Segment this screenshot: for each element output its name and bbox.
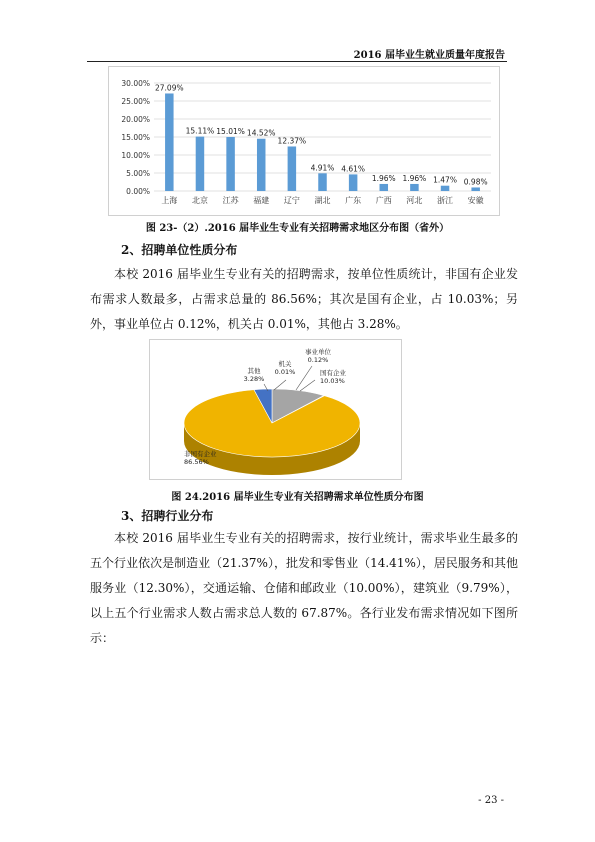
category-label: 北京 [191, 196, 208, 205]
pie-label-name: 国有企业 [320, 369, 346, 377]
pie-label-value: 86.56% [184, 458, 209, 466]
category-label: 上海 [161, 196, 178, 205]
bar-data-label: 4.61% [341, 164, 366, 174]
report-header-title: 2016 届毕业生就业质量年度报告 [353, 50, 505, 61]
header-rule [87, 61, 507, 62]
category-label: 广西 [375, 196, 392, 205]
category-label: 广东 [345, 196, 362, 205]
bar-data-label: 1.96% [402, 173, 427, 183]
leader-line [300, 380, 315, 391]
category-label: 辽宁 [283, 196, 300, 205]
pie-label-name: 其他 [247, 367, 261, 375]
pie-label-value: 0.12% [307, 356, 329, 364]
bar-data-label: 14.52% [246, 128, 276, 138]
bar-data-label: 1.96% [371, 173, 396, 183]
bar [380, 184, 389, 191]
regional-demand-bar-chart [108, 66, 500, 216]
bar-data-label: 1.47% [433, 175, 457, 185]
bar [257, 139, 266, 191]
bar-data-label: 27.09% [155, 83, 184, 93]
page-number: - 23 - [478, 795, 504, 806]
category-label: 安徽 [467, 196, 484, 205]
figure-24-caption: 图 24.2016 届毕业生专业有关招聘需求单位性质分布图 [171, 492, 424, 503]
section-2-paragraph: 本校 2016 届毕业生专业有关的招聘需求，按单位性质统计，非国有企业发布需求人数最多，占需求总量的 86.56%；其次是国有企业，占 10.03%；另外，事业单位占 0.12%，机关占 0.01%，其他占 3.28%。 [90, 267, 518, 331]
bar-chart-svg [109, 67, 499, 215]
bar [349, 174, 358, 191]
pie-label-name: 非国有企业 [184, 450, 217, 458]
y-tick-label: 10.00% [121, 151, 150, 160]
pie-label-value: 10.03% [320, 377, 345, 385]
pie-chart-svg [150, 340, 401, 479]
y-tick-label: 30.00% [121, 79, 150, 88]
y-tick-label: 20.00% [121, 115, 150, 124]
bar [441, 186, 450, 191]
bar-data-label: 4.91% [310, 163, 335, 173]
pie-label-name: 事业单位 [305, 348, 331, 356]
bar [226, 137, 235, 191]
bar [471, 187, 480, 191]
section-3-heading: 3、招聘行业分布 [121, 509, 214, 523]
category-label: 浙江 [437, 196, 454, 205]
category-label: 湖北 [314, 196, 331, 205]
bar-data-label: 15.01% [216, 126, 245, 136]
y-tick-label: 15.00% [121, 133, 150, 142]
category-label: 福建 [253, 196, 270, 205]
pie-label-value: 3.28% [243, 375, 265, 383]
bar [318, 173, 327, 191]
category-label: 河北 [406, 196, 423, 205]
bar [165, 93, 174, 191]
leader-line [274, 380, 286, 390]
y-tick-label: 0.00% [126, 187, 150, 196]
leader-line [296, 366, 312, 390]
category-label: 江苏 [222, 196, 239, 205]
bar [196, 137, 205, 191]
figure-23-caption: 图 23-（2）.2016 届毕业生专业有关招聘需求地区分布图（省外） [145, 223, 450, 234]
y-tick-label: 25.00% [121, 97, 150, 106]
section-2-heading: 2、招聘单位性质分布 [121, 243, 238, 257]
bar [288, 146, 297, 191]
pie-label-name: 机关 [278, 360, 292, 368]
bar-data-label: 15.11% [185, 126, 215, 136]
bar-data-label: 12.37% [277, 136, 307, 146]
section-3-paragraph: 本校 2016 届毕业生专业有关的招聘需求，按行业统计，需求毕业生最多的五个行业依次是制造业（21.37%），批发和零售业（14.41%），居民服务和其他服务业（12.30%），交通运输、仓储和邮政业（10.00%），建筑业（9.79%），以上五个行业需求人数占需求总人数的 67.87%。各行业发布需求情况如下图所示： [90, 531, 518, 645]
bar [410, 184, 419, 191]
y-tick-label: 5.00% [126, 169, 150, 178]
bar-data-label: 0.98% [463, 177, 488, 187]
pie-label-value: 0.01% [274, 368, 296, 376]
unit-type-pie-chart [149, 339, 402, 480]
